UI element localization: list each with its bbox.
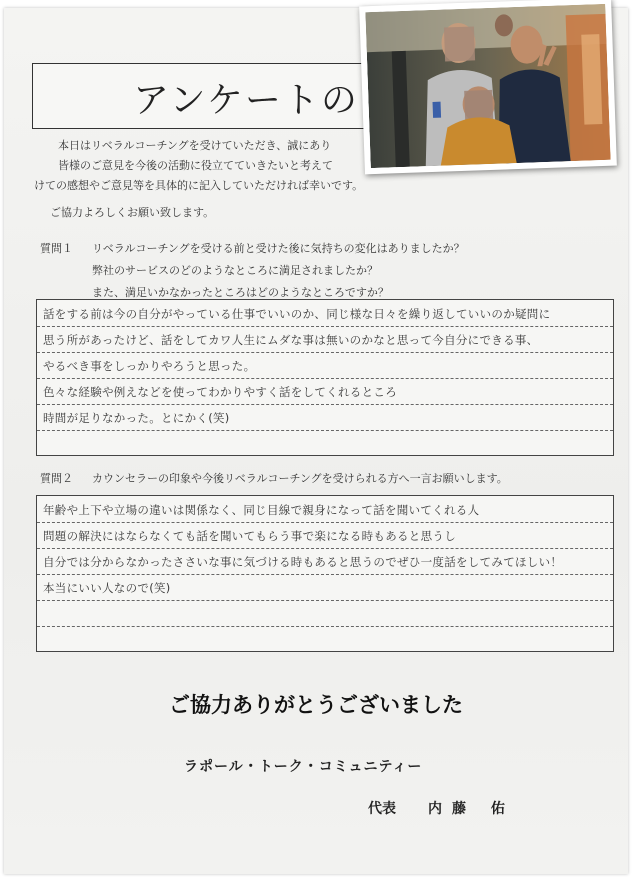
answer-2-line-2: 問題の解決にはならなくても話を聞いてもらう事で楽になる時もあると思うし [43, 529, 456, 543]
answer-2-box [36, 495, 614, 652]
representative-role: 代表 [368, 801, 396, 817]
question-1-number: 質問１ [40, 242, 73, 255]
answer-2-line-3: 自分では分からなかったささいな事に気づける時もあると思うのでぜひ一度話をしてみてほしい！ [43, 555, 563, 569]
answer-rule [37, 404, 613, 405]
question-2-line-1: カウンセラーの印象や今後リベラルコーチングを受けられる方へ一言お願いします。 [92, 472, 508, 485]
answer-1-box [36, 299, 614, 456]
answer-rule [37, 326, 613, 327]
question-1 [40, 240, 465, 300]
intro-line-4: ご協力よろしくお願い致します。 [50, 206, 215, 219]
survey-title: アンケートの [133, 80, 359, 121]
title-box [32, 63, 414, 129]
intro-line-2: 皆様のご意見を今後の活動に役立てていきたいと考えて [58, 159, 333, 172]
representative-name: 内藤 佑 [428, 801, 515, 817]
intro-text [42, 136, 372, 176]
answer-1-line-5: 時間が足りなかった。とにかく(笑) [43, 411, 230, 425]
answer-rule [37, 352, 613, 353]
question-2 [40, 470, 508, 486]
answer-rule [37, 522, 613, 523]
thanks-message: ご協力ありがとうございました [169, 692, 463, 717]
answer-1-line-3: やるべき事をしっかりやろうと思った。 [43, 359, 256, 373]
answer-rule [37, 378, 613, 379]
question-1-line-1: リベラルコーチングを受ける前と受けた後に気持ちの変化はありましたか？ [92, 242, 465, 255]
question-1-line-2: 弊社のサービスのどのようなところに満足されましたか？ [92, 264, 378, 277]
answer-rule [37, 574, 613, 575]
answer-rule [37, 626, 613, 627]
intro-line-3: けての感想やご意見等を具体的に記入していただければ幸いです。 [34, 179, 364, 192]
answer-2-line-1: 年齢や上下や立場の違いは関係なく、同じ目線で親身になって話を聞いてくれる人 [43, 503, 480, 517]
answer-1-line-2: 思う所があったけど、話をしてカワ人生にムダな事は無いのかなと思って今自分にできる事、 [43, 333, 539, 347]
intro-line-1: 本日はリベラルコーチングを受けていただき、誠にあり [58, 139, 332, 152]
representative [368, 798, 515, 818]
photo-illustration [365, 4, 610, 168]
question-2-number: 質問２ [40, 472, 73, 485]
answer-rule [37, 600, 613, 601]
answer-rule [37, 548, 613, 549]
photo-image [365, 4, 610, 168]
answer-2-line-4: 本当にいい人なので(笑) [43, 581, 171, 595]
answer-1-line-1: 話をする前は今の自分がやっている仕事でいいのか、同じ様な日々を繰り返していいのか疑問に [43, 307, 551, 321]
question-1-line-3: また、満足いかなかったところはどのようなところですか？ [92, 286, 389, 299]
organization-name: ラポール・トーク・コミュニティー [184, 759, 423, 775]
answer-rule [37, 430, 613, 431]
group-photo [359, 0, 617, 174]
answer-1-line-4: 色々な経験や例えなどを使ってわかりやすく話をしてくれるところ [43, 385, 397, 399]
